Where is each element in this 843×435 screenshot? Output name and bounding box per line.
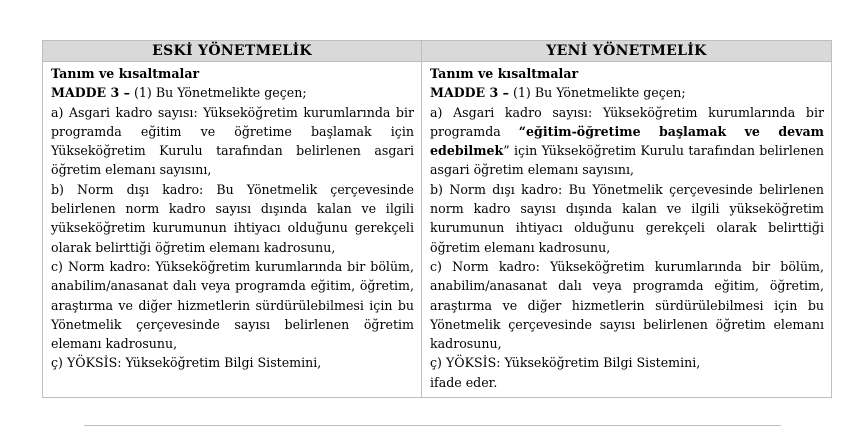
- new-article-line: [430, 83, 824, 102]
- new-item-c: c) Norm kadro: Yükseköğretim kurumlarında bir bölüm, anabilim/anasanat dalı veya programda eğitim, öğretim, araştırma ve diğer hizmetlerin sürdürülebilmesi için bu Yönetmelik çerçevesinde sayısı belirlenen öğretim elemanı kadrosunu,: [430, 258, 824, 352]
- new-article-intro: (1) Bu Yönetmelikte geçen;: [508, 85, 686, 101]
- new-item-cc: ç) YÖKSİS: Yükseköğretim Bilgi Sistemini,: [430, 355, 701, 371]
- new-regulation-text: [422, 62, 831, 397]
- new-item-a-post: ” için Yükseköğretim Kurulu tarafından belirlenen asgari öğretim elemanı sayısını,: [430, 143, 824, 178]
- old-item-cc: ç) YÖKSİS: Yükseköğretim Bilgi Sistemini,: [51, 355, 322, 371]
- old-article-line: [51, 83, 414, 102]
- new-item-a-amendment: “eğitim-öğretime başlamak ve devam edebilmek: [430, 123, 824, 159]
- old-regulation-header: ESKİ YÖNETMELİK: [43, 41, 422, 62]
- comparison-table: [42, 40, 832, 398]
- old-item-a: a) Asgari kadro sayısı: Yükseköğretim kurumlarında bir programda eğitim ve öğretime başlamak için Yükseköğretim Kurulu tarafından belirlenen asgari öğretim elemanı sayısını,: [51, 104, 414, 178]
- new-section-heading: Tanım ve kısaltmalar: [430, 66, 579, 81]
- old-section-heading: Tanım ve kısaltmalar: [51, 66, 200, 81]
- old-item-b: b) Norm dışı kadro: Bu Yönetmelik çerçevesinde belirlenen norm kadro sayısı dışında kalan ve ilgili yükseköğretim kurumunun ihtiyacı olduğunu gerekçeli olarak belirttiği öğretim elemanı kadrosunu,: [51, 181, 414, 255]
- new-article-label: MADDE 3 –: [430, 85, 509, 101]
- page-divider: [84, 425, 781, 426]
- new-regulation-header: YENİ YÖNETMELİK: [422, 41, 831, 62]
- old-article-label: MADDE 3 –: [51, 85, 130, 101]
- new-item-a-pre: a) Asgari kadro sayısı: Yükseköğretim kurumlarında bir programda: [430, 104, 824, 139]
- old-regulation-text: [43, 62, 422, 397]
- new-item-b: b) Norm dışı kadro: Bu Yönetmelik çerçevesinde belirlenen norm kadro sayısı dışında kalan ve ilgili yükseköğretim kurumunun ihtiyacı olduğunu gerekçeli olarak belirttiği öğretim elemanı kadrosunu,: [430, 181, 824, 255]
- new-closing: ifade eder.: [430, 374, 498, 390]
- new-item-a: [430, 103, 824, 180]
- old-item-c: c) Norm kadro: Yükseköğretim kurumlarında bir bölüm, anabilim/anasanat dalı veya programda eğitim, öğretim, araştırma ve diğer hizmetlerin sürdürülebilmesi için bu Yönetmelik çerçevesinde sayısı belirlenen öğretim elemanı kadrosunu,: [51, 258, 414, 352]
- old-article-intro: (1) Bu Yönetmelikte geçen;: [129, 85, 307, 101]
